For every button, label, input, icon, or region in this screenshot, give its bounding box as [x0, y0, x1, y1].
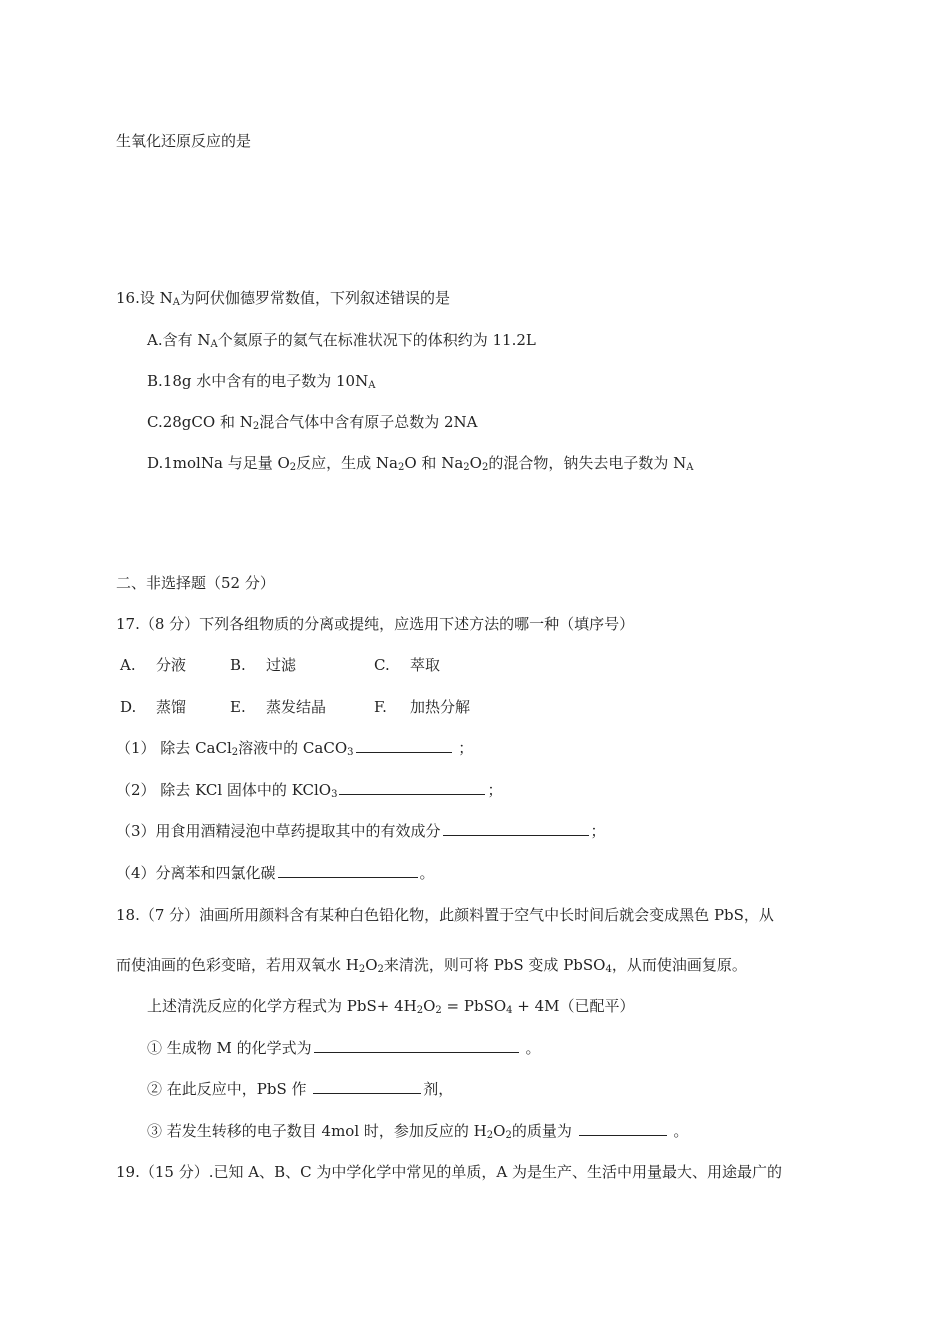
q18-subquestion-2: ② 在此反应中，PbS 作 剂，: [147, 1080, 454, 1098]
q17-stem: 17.（8 分）下列各组物质的分离或提纯，应选用下述方法的哪一种（填序号）: [116, 615, 635, 633]
q16-stem: 16.设 $N_A$为阿伏伽德罗常数值，下列叙述错误的是: [116, 289, 450, 308]
previous-question-tail: 生氧化还原反应的是: [116, 132, 252, 150]
answer-blank[interactable]: [313, 1079, 421, 1094]
q17-part-4: （4）分离苯和四氯化碳 。: [116, 864, 435, 882]
q17-methods-row-2: D. 蒸馏 E. 蒸发结晶 F. 加热分解: [120, 698, 471, 716]
q18-stem-line-1: 18.（7 分）油画所用颜料含有某种白色铅化物，此颜料置于空气中长时间后就会变成黑色 PbS，从: [116, 906, 774, 924]
q16-option-d: D.1molNa 与足量 $O_2$反应，生成 $Na_2O$ 和 $Na_2O_2$的混合物，钠失去电子数为 $N_A$: [147, 454, 694, 473]
q16-option-a: A.含有 $N_A$个氦原子的氦气在标准状况下的体积约为 11.2L: [147, 331, 536, 350]
q16-option-b: B.18g 水中含有的电子数为 $10N_A$: [147, 372, 376, 391]
q19-stem-line-1: 19.（15 分）.已知 A、B、C 为中学化学中常见的单质，A 为是生产、生活中用量最大、用途最广的: [116, 1163, 782, 1181]
answer-blank[interactable]: [579, 1121, 667, 1136]
answer-blank[interactable]: [443, 821, 589, 836]
q18-stem-line-2: 而使油画的色彩变暗，若用双氧水 $H_2O_2$来清洗，则可将 PbS 变成 PbSO$_4$，从而使油画复原。: [116, 956, 747, 975]
q17-methods-row-1: A. 分液 B. 过滤 C. 萃取: [120, 656, 441, 674]
answer-blank[interactable]: [278, 863, 418, 878]
section-heading: 二、非选择题（52 分）: [116, 574, 275, 592]
q17-part-2: （2） 除去 KCl 固体中的 KClO$_3$ ；: [116, 781, 503, 800]
answer-blank[interactable]: [356, 738, 452, 753]
answer-blank[interactable]: [339, 780, 485, 795]
q16-option-c: C.28gCO 和 $N_2$混合气体中含有原子总数为 2NA: [147, 413, 478, 432]
q18-subquestion-3: ③ 若发生转移的电子数目 4mol 时，参加反应的 $H_2O_2$的质量为 。: [147, 1122, 689, 1141]
answer-blank[interactable]: [314, 1038, 519, 1053]
q17-part-3: （3）用食用酒精浸泡中草药提取其中的有效成分 ；: [116, 822, 606, 840]
q17-part-1: （1） 除去 CaCl$_2$溶液中的 CaCO$_3$ ；: [116, 739, 474, 758]
q18-equation: 上述清洗反应的化学方程式为 $PbS+ 4H_2O_2$ = PbSO$_4$ + 4M（已配平）: [147, 997, 635, 1016]
q18-subquestion-1: ① 生成物 M 的化学式为 。: [147, 1039, 541, 1057]
